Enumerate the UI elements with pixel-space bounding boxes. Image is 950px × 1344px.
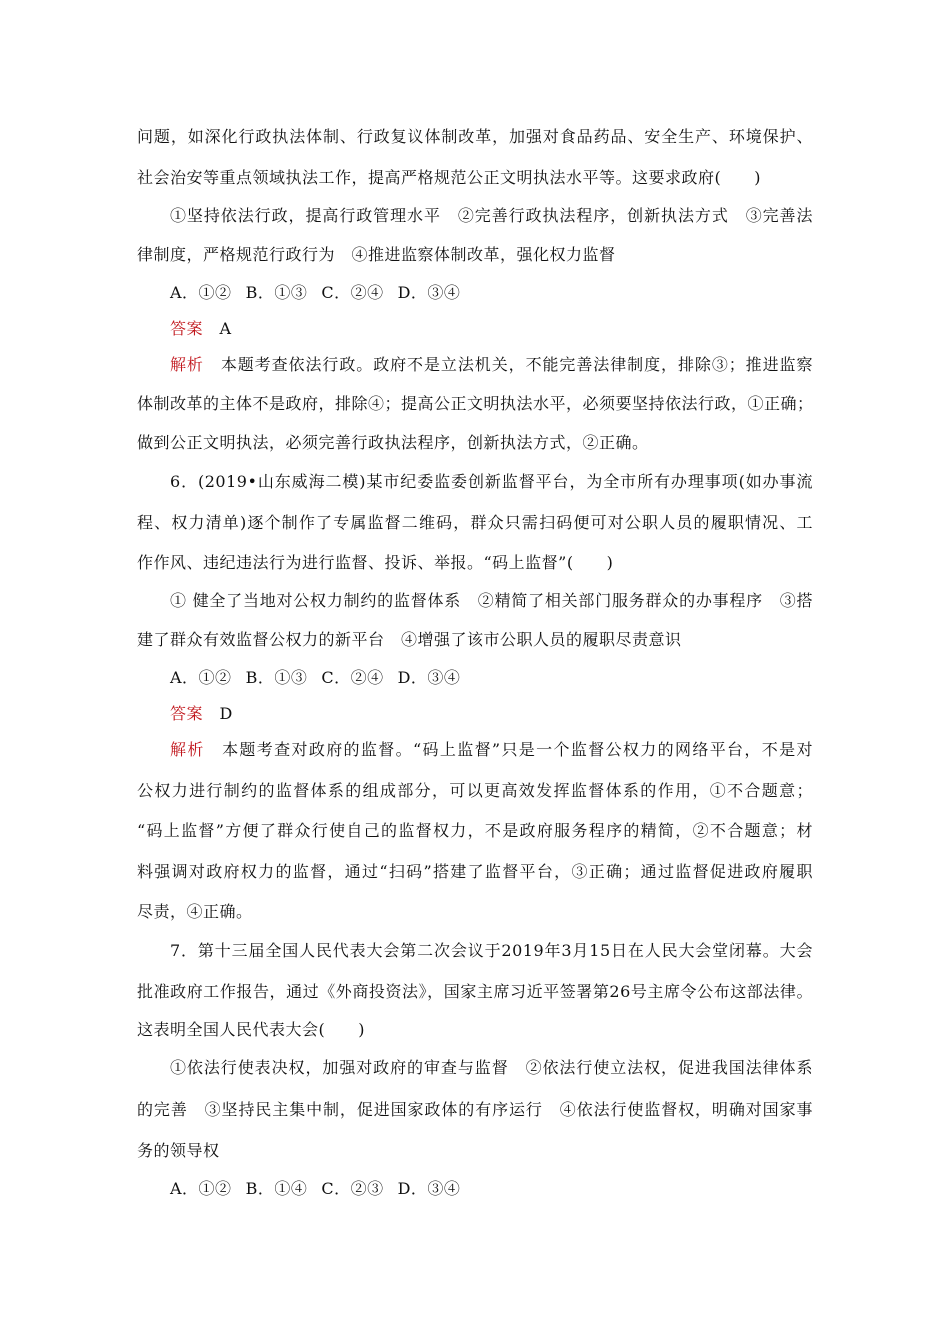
q7-statement-line-1: ①依法行使表决权，加强对政府的审查与监督 ②依法行使立法权，促进我国法律体系 <box>170 1058 813 1077</box>
q6-stem-line-3: 作作风、违纪违法行为进行监督、投诉、举报。“码上监督”( ) <box>137 553 614 572</box>
q5-option-a: A．①② <box>170 283 232 302</box>
q7-statement-line-3: 务的领导权 <box>137 1141 220 1160</box>
q6-answer-value: D <box>219 704 233 723</box>
q5-analysis-label: 解析 <box>170 355 204 374</box>
q6-stem-line-1: 6．(2019•山东威海二模)某市纪委监委创新监督平台，为全市所有办理事项(如办事流 <box>170 472 813 491</box>
q5-stem-line-1: 问题，如深化行政执法体制、行政复议体制改革，加强对食品药品、安全生产、环境保护、 <box>137 127 813 146</box>
q5-answer-label: 答案 <box>170 319 204 338</box>
q7-statement-line-2: 的完善 ③坚持民主集中制，促进国家政体的有序运行 ④依法行使监督权，明确对国家事 <box>137 1100 813 1119</box>
q6-stem-line-2: 程、权力清单)逐个制作了专属监督二维码，群众只需扫码便可对公职人员的履职情况、工 <box>137 513 813 532</box>
q6-option-b: B．①③ <box>245 668 308 687</box>
q7-option-a: A．①② <box>170 1179 232 1198</box>
q6-analysis-line-2: 公权力进行制约的监督体系的组成部分，可以更高效发挥监督体系的作用，①不合题意； <box>137 781 813 800</box>
q7-stem-line-3: 这表明全国人民代表大会( ) <box>137 1020 365 1039</box>
q6-analysis-text-1: 本题考查对政府的监督。“码上监督”只是一个监督公权力的网络平台，不是对 <box>222 740 813 759</box>
q7-stem-line-1: 7．第十三届全国人民代表大会第二次会议于2019年3月15日在人民大会堂闭幕。大会 <box>170 941 813 960</box>
q6-analysis-line-5: 尽责，④正确。 <box>137 902 253 921</box>
q6-analysis-line-1 <box>170 739 813 761</box>
q6-statement-line-2: 建了群众有效监督公权力的新平台 ④增强了该市公职人员的履职尽责意识 <box>137 630 682 649</box>
q6-answer <box>170 703 233 725</box>
q5-options <box>170 282 474 304</box>
q6-option-d: D．③④ <box>397 668 461 687</box>
q5-stem-line-2: 社会治安等重点领域执法工作，提高严格规范公正文明执法水平等。这要求政府( ) <box>137 168 761 187</box>
q6-answer-label: 答案 <box>170 704 204 723</box>
q5-analysis-text-1: 本题考查依法行政。政府不是立法机关，不能完善法律制度，排除③；推进监察 <box>220 355 813 374</box>
q6-analysis-line-3: “码上监督”方便了群众行使自己的监督权力，不是政府服务程序的精简，②不合题意；材 <box>137 821 813 840</box>
q7-option-c: C．②③ <box>321 1179 384 1198</box>
q5-analysis-line-1 <box>170 354 813 376</box>
q6-options <box>170 667 474 689</box>
q5-answer <box>170 318 232 340</box>
q5-option-b: B．①③ <box>245 283 308 302</box>
q5-statement-line-2: 律制度，严格规范行政行为 ④推进监察体制改革，强化权力监督 <box>137 245 616 264</box>
q5-analysis-line-2: 体制改革的主体不是政府，排除④；提高公正文明执法水平，必须要坚持依法行政，①正确； <box>137 394 814 413</box>
q7-stem-line-2: 批准政府工作报告，通过《外商投资法》，国家主席习近平签署第26号主席令公布这部法律。 <box>137 982 813 1001</box>
q7-options <box>170 1178 474 1200</box>
q7-option-d: D．③④ <box>397 1179 461 1198</box>
q5-answer-value: A <box>219 319 232 338</box>
q6-analysis-label: 解析 <box>170 740 205 759</box>
q6-statement-line-1: ① 健全了当地对公权力制约的监督体系 ②精简了相关部门服务群众的办事程序 ③搭 <box>170 591 813 610</box>
q6-option-a: A．①② <box>170 668 232 687</box>
q6-option-c: C．②④ <box>321 668 384 687</box>
q5-option-c: C．②④ <box>321 283 384 302</box>
q7-option-b: B．①④ <box>245 1179 308 1198</box>
q5-option-d: D．③④ <box>397 283 461 302</box>
q5-statement-line-1: ①坚持依法行政，提高行政管理水平 ②完善行政执法程序，创新执法方式 ③完善法 <box>170 206 813 225</box>
q5-analysis-line-3: 做到公正文明执法，必须完善行政执法程序，创新执法方式，②正确。 <box>137 433 649 452</box>
q6-analysis-line-4: 料强调对政府权力的监督，通过“扫码”搭建了监督平台，③正确；通过监督促进政府履职 <box>137 862 813 881</box>
